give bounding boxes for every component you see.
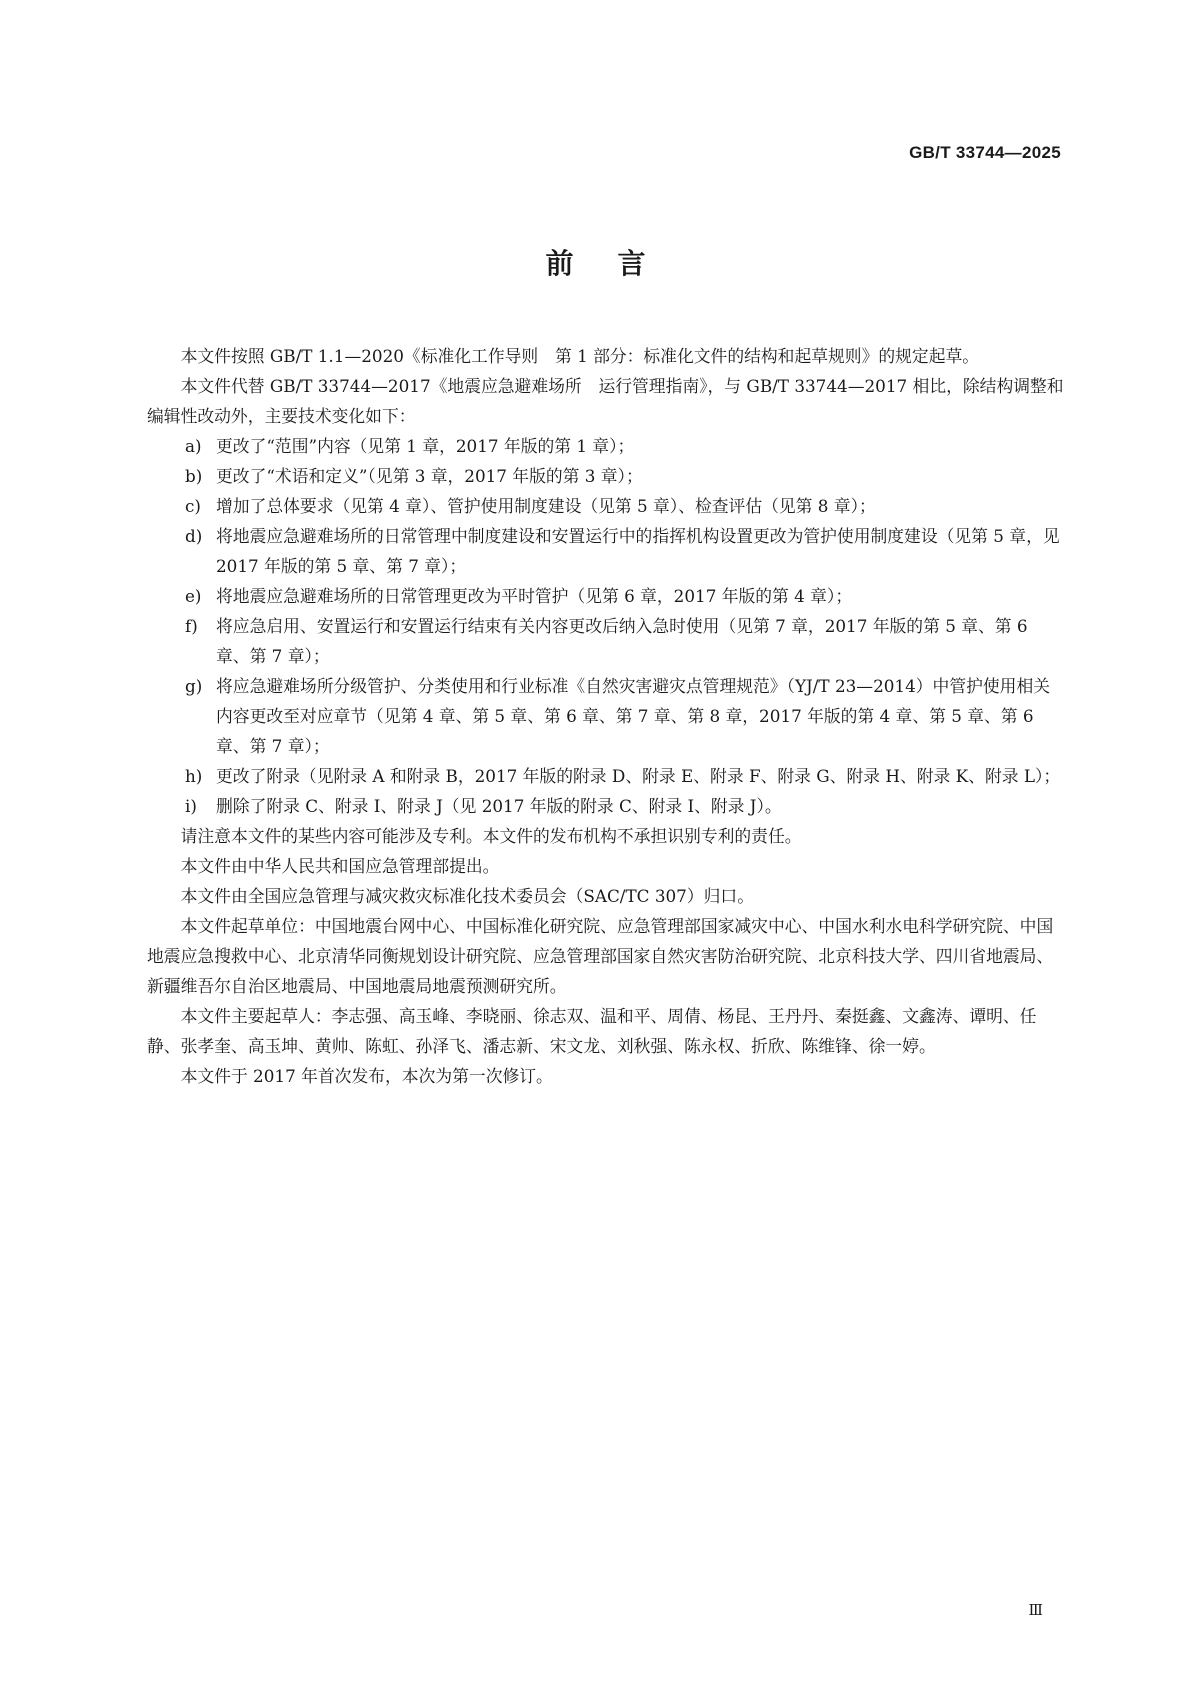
paragraph-proposer: 本文件由中华人民共和国应急管理部提出。 (180, 856, 500, 876)
paragraph-patent-notice: 请注意本文件的某些内容可能涉及专利。本文件的发布机构不承担识别专利的责任。 (180, 826, 802, 846)
standard-number: GB/T 33744—2025 (909, 143, 1061, 162)
paragraph-technical-committee: 本文件由全国应急管理与减灾救灾标准化技术委员会（SAC/TC 307）归口。 (180, 886, 754, 906)
list-item (147, 671, 1065, 761)
list-item-label: a) (185, 436, 202, 456)
list-item (147, 521, 1065, 581)
list-item-label: g) (185, 676, 203, 696)
paragraph-publication-history: 本文件于 2017 年首次发布，本次为第一次修订。 (180, 1066, 553, 1086)
list-item (147, 791, 1065, 821)
list-item-label: f) (185, 616, 198, 636)
list-item-label: b) (185, 466, 203, 486)
list-item-text: 将应急避难场所分级管护、分类使用和行业标准《自然灾害避灾点管理规范》（YJ/T 23—2014）中管护使用相关内容更改至对应章节（见第 4 章、第 5 章、第 6 章、第 7 章、第 8 章，2017 年版的第 4 章、第 5 章、第 6 章、第 7 章）； (216, 676, 1051, 756)
list-item-label: h) (185, 766, 203, 786)
paragraph-replacement-note: 本文件代替 GB/T 33744—2017《地震应急避难场所 运行管理指南》，与 GB/T 33744—2017 相比，除结构调整和编辑性改动外，主要技术变化如下： (147, 376, 1064, 426)
page-title: 前言 (545, 247, 690, 280)
list-item-text: 删除了附录 C、附录 I、附录 J（见 2017 年版的附录 C、附录 I、附录 J）。 (216, 796, 782, 816)
list-item (147, 461, 1065, 491)
list-item-label: e) (185, 586, 202, 606)
list-item (147, 761, 1065, 791)
list-item-label: c) (185, 496, 201, 516)
list-item-text: 更改了“范围”内容（见第 1 章，2017 年版的第 1 章）； (216, 436, 635, 456)
changes-list (147, 431, 1065, 821)
list-item (147, 431, 1065, 461)
paragraph-drafting-units: 本文件起草单位：中国地震台网中心、中国标准化研究院、应急管理部国家减灾中心、中国水利水电科学研究院、中国地震应急搜救中心、北京清华同衡规划设计研究院、应急管理部国家自然灾害防治研究院、北京科技大学、四川省地震局、新疆维吾尔自治区地震局、中国地震局地震预测研究所。 (147, 916, 1054, 996)
list-item-text: 将地震应急避难场所的日常管理更改为平时管护（见第 6 章，2017 年版的第 4 章）； (216, 586, 853, 606)
page-number: Ⅲ (1028, 1601, 1043, 1619)
list-item-label: d) (185, 526, 203, 546)
list-item (147, 581, 1065, 611)
paragraph-drafters: 本文件主要起草人：李志强、高玉峰、李晓丽、徐志双、温和平、周倩、杨昆、王丹丹、秦挺鑫、文鑫涛、谭明、任静、张孝奎、高玉坤、黄帅、陈虹、孙泽飞、潘志新、宋文龙、刘秋强、陈永权、折欣、陈维锋、徐一婷。 (147, 1006, 1037, 1056)
list-item (147, 611, 1065, 671)
paragraph-drafting-basis: 本文件按照 GB/T 1.1—2020《标准化工作导则 第 1 部分：标准化文件的结构和起草规则》的规定起草。 (180, 346, 980, 366)
list-item-label: i) (185, 796, 197, 816)
list-item-text: 增加了总体要求（见第 4 章）、管护使用制度建设（见第 5 章）、检查评估（见第 8 章）； (216, 496, 876, 516)
document-body (147, 341, 1065, 1091)
list-item-text: 将应急启用、安置运行和安置运行结束有关内容更改后纳入急时使用（见第 7 章，2017 年版的第 5 章、第 6 章、第 7 章）； (216, 616, 1028, 666)
list-item (147, 491, 1065, 521)
list-item-text: 将地震应急避难场所的日常管理中制度建设和安置运行中的指挥机构设置更改为管护使用制度建设（见第 5 章，见 2017 年版的第 5 章、第 7 章）； (216, 526, 1060, 576)
list-item-text: 更改了“术语和定义”（见第 3 章，2017 年版的第 3 章）； (216, 466, 643, 486)
list-item-text: 更改了附录（见附录 A 和附录 B，2017 年版的附录 D、附录 E、附录 F、附录 G、附录 H、附录 K、附录 L）； (216, 766, 1061, 786)
